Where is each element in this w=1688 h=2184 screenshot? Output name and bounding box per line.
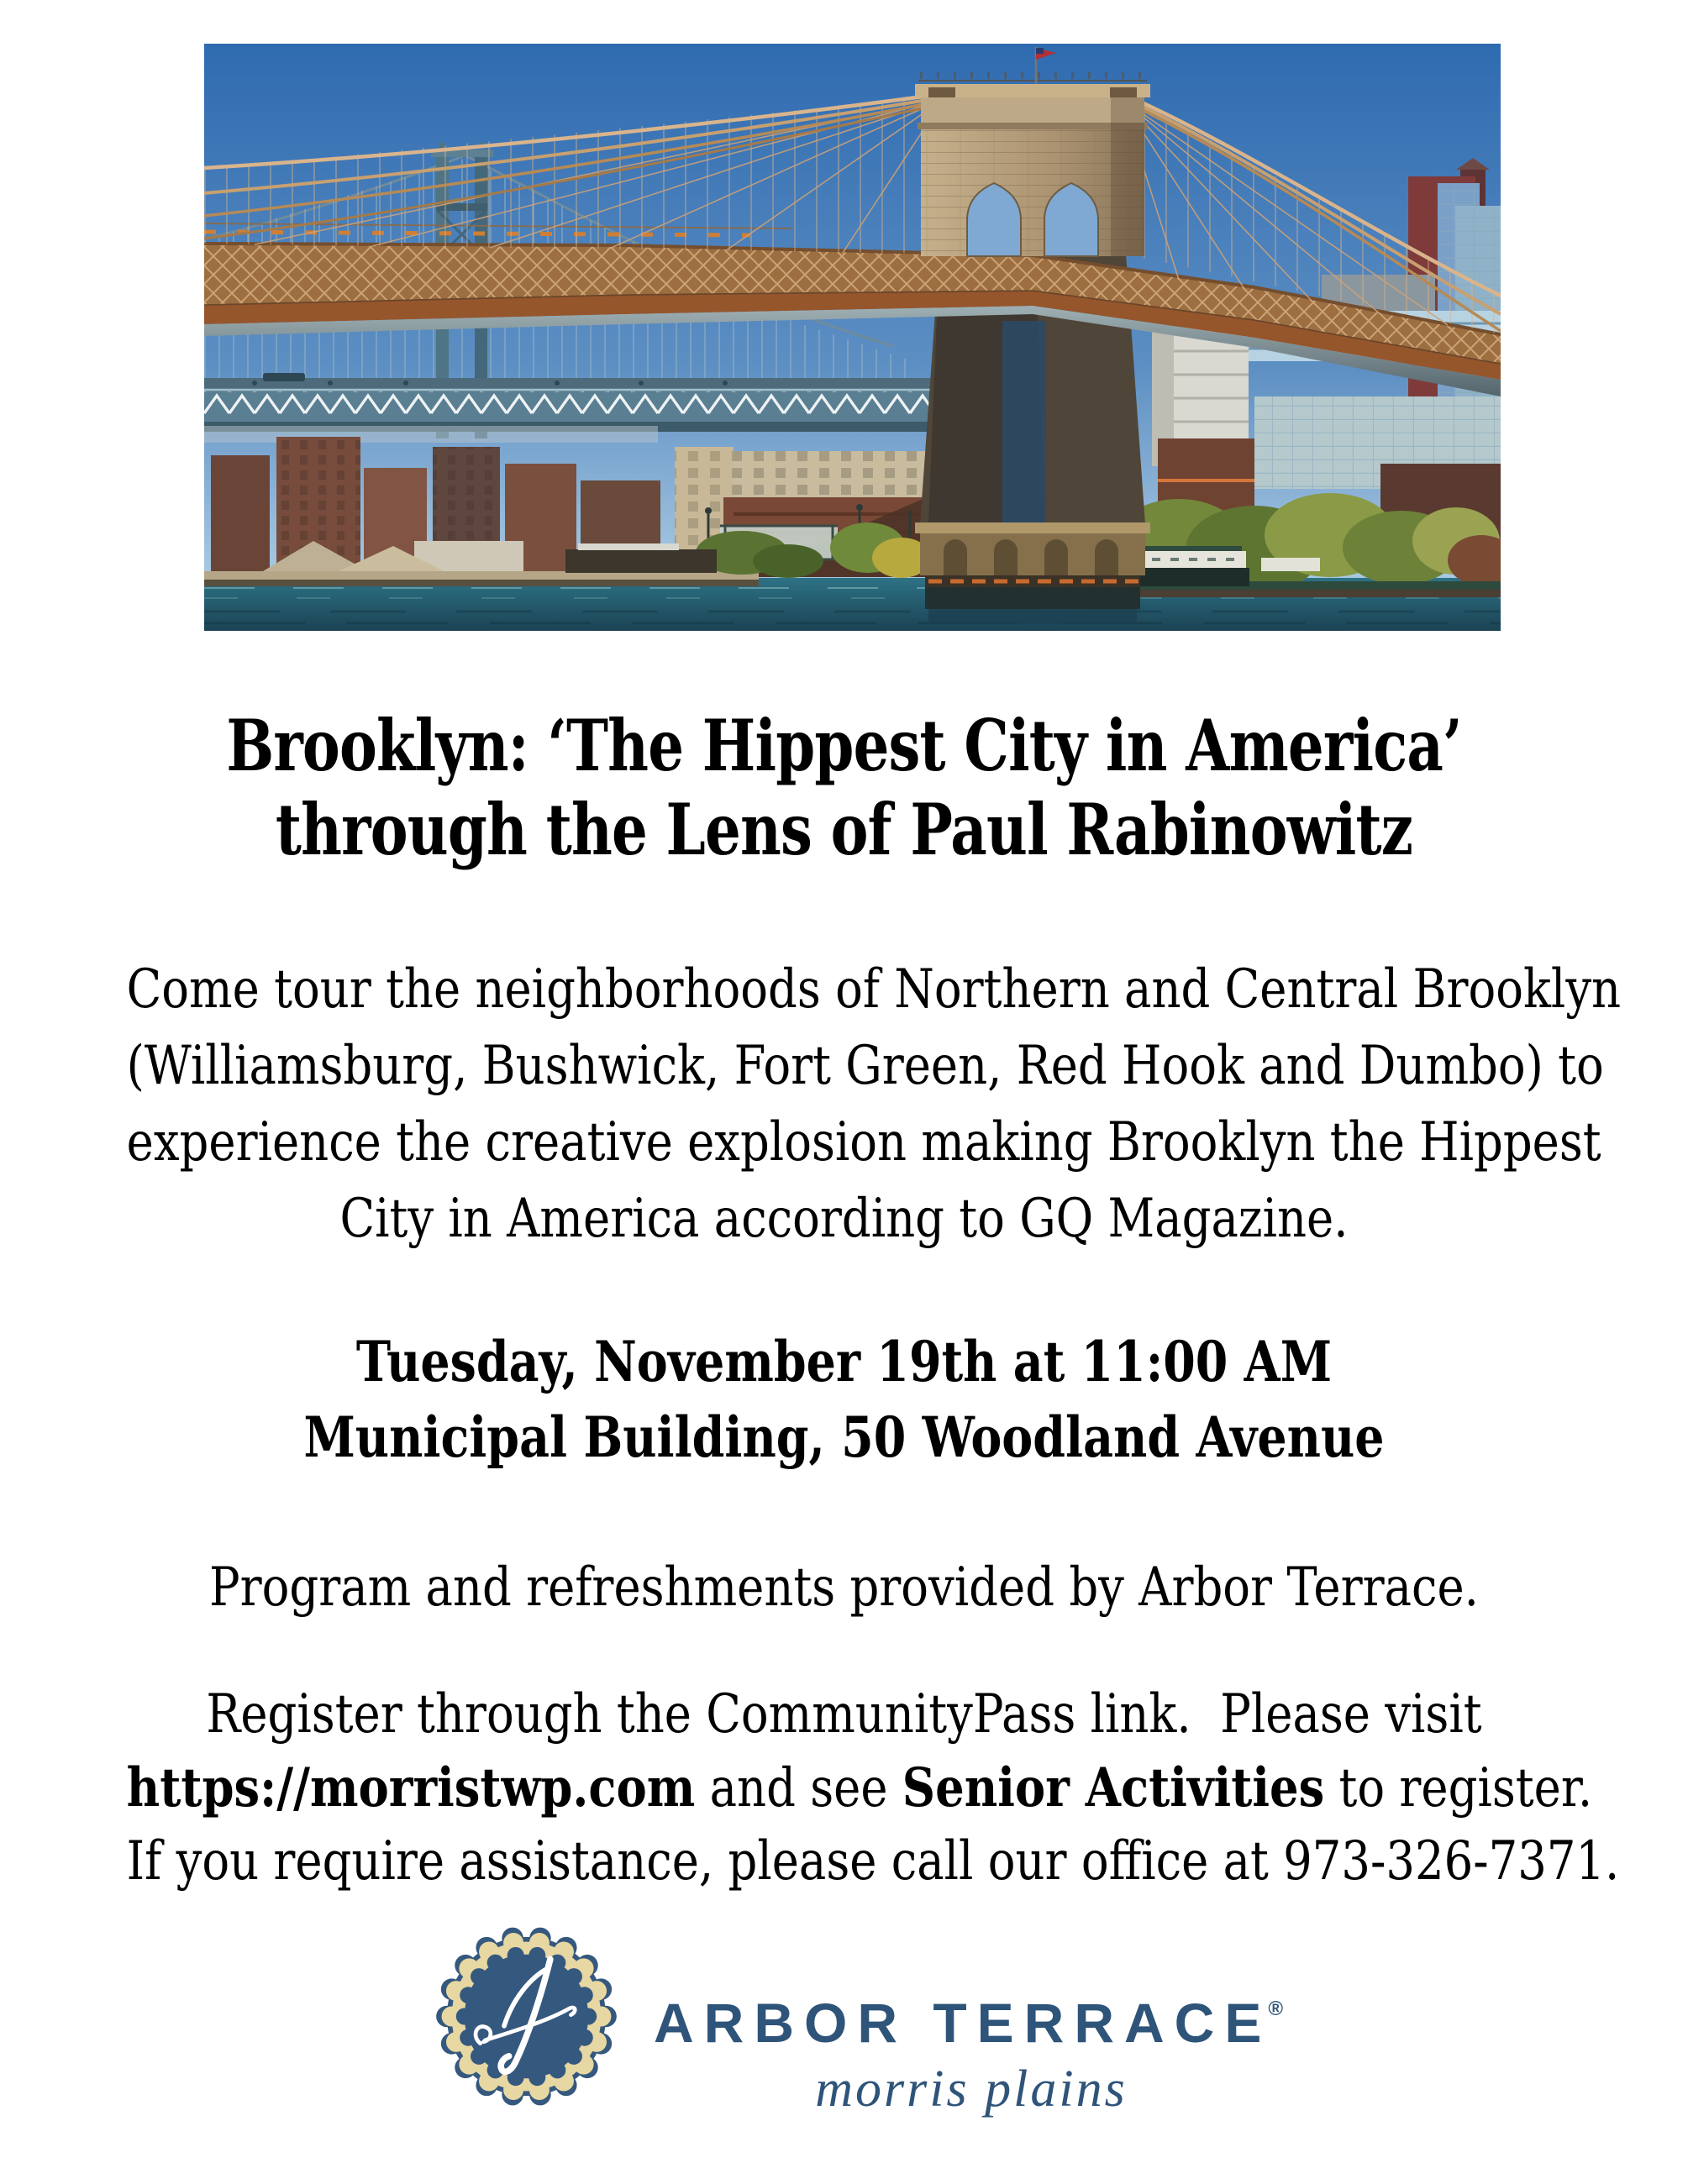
provided-by-text: Program and refreshments provided by Arbor Terrace. <box>209 1557 1479 1619</box>
intro-line: experience the creative explosion making Brooklyn the Hippest <box>126 1111 1601 1173</box>
event-datetime: Tuesday, November 19th at 11:00 AM <box>355 1329 1333 1394</box>
intro-paragraph <box>126 952 1622 1257</box>
registration-line-2 <box>126 1751 1593 1825</box>
title-line-2: through the Lens of Paul Rabinowitz <box>275 788 1413 871</box>
brooklyn-bridge-photo <box>204 44 1501 631</box>
arbor-terrace-badge-icon <box>431 1921 622 2112</box>
provided-by-line <box>127 1551 1562 1625</box>
arbor-terrace-logo <box>0 1907 1688 2142</box>
logo-tagline: morris plains <box>815 2061 1128 2118</box>
registration-info <box>126 1678 1620 1898</box>
arbor-terrace-wordmark <box>654 1991 1286 2055</box>
registered-trademark-icon: ® <box>1268 1998 1284 2020</box>
intro-line: (Williamsburg, Bushwick, Fort Green, Red Hook and Dumbo) to <box>126 1035 1604 1097</box>
scalloped-badge-icon <box>431 1921 622 2112</box>
intro-line: Come tour the neighborhoods of Northern and Central Brooklyn <box>126 958 1622 1021</box>
flyer-title <box>169 704 1519 872</box>
registration-line-2-middle: and see <box>695 1757 902 1819</box>
registration-line-2-end: to register. <box>1324 1757 1593 1819</box>
registration-line-3: If you require assistance, please call our office at 973-326-7371. <box>126 1830 1620 1893</box>
title-line-1: Brooklyn: ‘The Hippest City in America’ <box>226 704 1462 787</box>
registration-line-1: Register through the CommunityPass link. Please visit <box>206 1683 1482 1746</box>
wordmark-text: ARBOR TERRACE <box>654 1992 1272 2054</box>
registration-url: https://morristwp.com <box>126 1756 696 1819</box>
intro-line: City in America according to GQ Magazine. <box>339 1188 1349 1250</box>
bridge-photo-art <box>204 44 1501 631</box>
event-location: Municipal Building, 50 Woodland Avenue <box>303 1404 1385 1470</box>
registration-menu-name: Senior Activities <box>902 1756 1325 1819</box>
event-details <box>135 1324 1554 1475</box>
